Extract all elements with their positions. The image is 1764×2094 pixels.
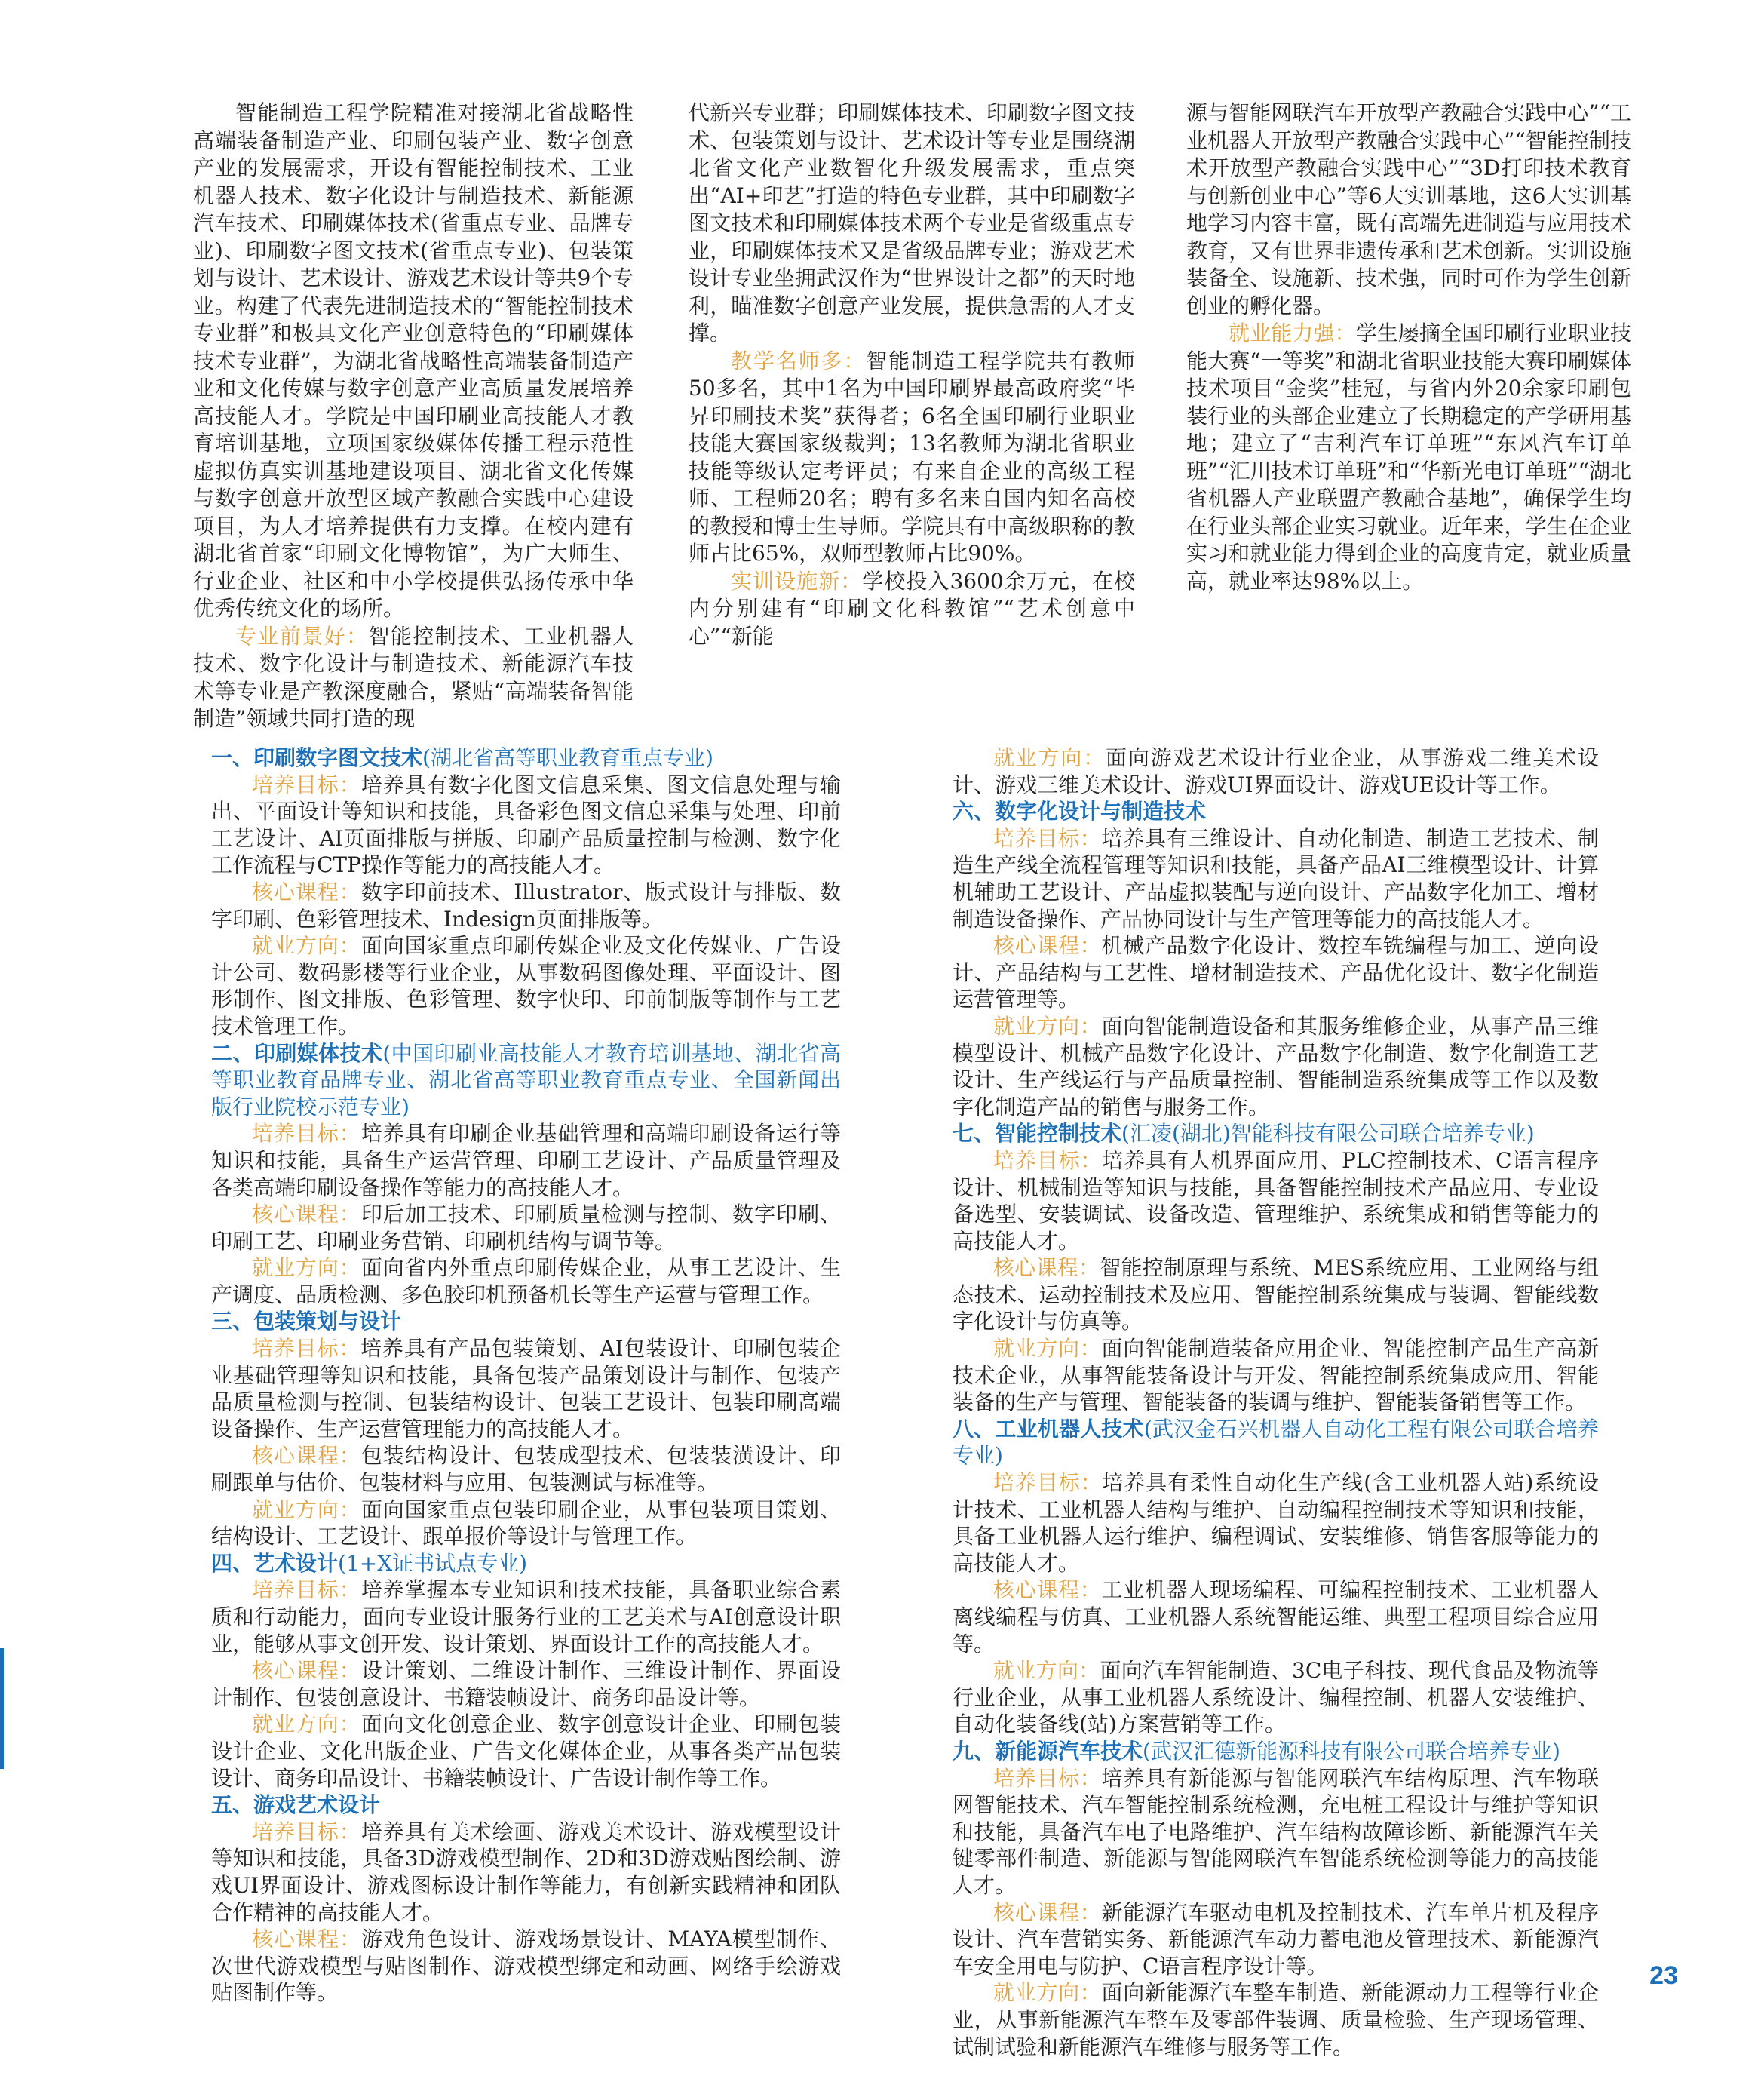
goal-text: 培养具有新能源与智能网联汽车结构原理、汽车物联网智能技术、汽车智能控制系统检测，充电桩工程设计与维护等知识和技能，具备汽车电子电路维护、汽车结构故障诊断、新能源汽车关键零部件制造、新能源与智能网联汽车智能系统检测等能力的高技能人才。 xyxy=(953,1765,1599,1898)
career-text: 面向游戏艺术设计行业企业，从事游戏二维美术设计、游戏三维美术设计、游戏UI界面设计、游戏UE设计等工作。 xyxy=(953,745,1599,797)
career-text: 面向国家重点包装印刷企业，从事包装项目策划、结构设计、工艺设计、跟单报价等设计与管理工作。 xyxy=(211,1497,841,1549)
major-section-continued xyxy=(953,745,1599,798)
page-number: 23 xyxy=(1649,1961,1678,1990)
facilities-text: 学校投入3600余万元，在校内分别建有“印刷文化科教馆”“艺术创意中心”“新能 xyxy=(689,568,1135,649)
intro-paragraph-employment xyxy=(1186,320,1631,595)
major-heading xyxy=(953,1416,1599,1469)
major-courses xyxy=(953,1254,1599,1335)
courses-label: 核心课程： xyxy=(252,1927,362,1952)
goal-label: 培养目标： xyxy=(252,772,361,797)
major-note: (武汉金石兴机器人自动化工程有限公司联合培养专业) xyxy=(953,1416,1599,1469)
major-courses xyxy=(953,1577,1599,1657)
career-label: 就业方向： xyxy=(993,745,1106,770)
major-note: (武汉汇德新能源科技有限公司联合培养专业) xyxy=(1143,1738,1560,1764)
courses-text: 印后加工技术、印刷质量检测与控制、数字印刷、印刷工艺、印刷业务营销、印刷机结构与调节等。 xyxy=(211,1202,841,1254)
major-note: (中国印刷业高技能人才教育培训基地、湖北省高等职业教育品牌专业、湖北省高等职业教育重点专业、全国新闻出版行业院校示范专业) xyxy=(211,1040,841,1119)
major-section xyxy=(211,745,841,1040)
major-note: (1+X证书试点专业) xyxy=(338,1550,528,1576)
teachers-text: 智能制造工程学院共有教师50多名，其中1名为中国印刷界最高政府奖“毕昇印刷技术奖”获得者；6名全国印刷行业职业技能大赛国家级裁判；13名教师为湖北省职业技能等级认定考评员；有来自企业的高级工程师、工程师20名；聘有多名来自国内知名高校的教授和博士生导师。学院具有中高级职称的教师占比65%，双师型教师占比90%。 xyxy=(689,348,1135,566)
career-label: 就业方向： xyxy=(252,1712,361,1737)
major-goal xyxy=(211,1120,841,1201)
goal-text: 培养具有美术绘画、游戏美术设计、游戏模型设计等知识和技能，具备3D游戏模型制作、2D和3D游戏贴图绘制、游戏UI界面设计、游戏图标设计制作等能力，有创新实践精神和团队合作精神的高技能人才。 xyxy=(211,1819,841,1925)
goal-label: 培养目标： xyxy=(993,1470,1103,1496)
intro-column-2 xyxy=(689,100,1135,650)
major-career xyxy=(211,1254,841,1308)
courses-text: 智能控制原理与系统、MES系统应用、工业网络与组态技术、运动控制技术及应用、智能控制系统集成与装调、智能线数字化设计与仿真等。 xyxy=(953,1255,1599,1334)
intro-column-3 xyxy=(1186,100,1631,595)
major-heading xyxy=(211,1308,841,1335)
major-title: 七、智能控制技术 xyxy=(953,1121,1122,1147)
major-section xyxy=(211,1792,841,2006)
career-label: 就业方向： xyxy=(993,1336,1102,1362)
major-note: (湖北省高等职业教育重点专业) xyxy=(422,745,713,770)
courses-label: 核心课程： xyxy=(993,933,1102,959)
major-title: 八、工业机器人技术 xyxy=(953,1416,1144,1442)
major-title: 六、数字化设计与制造技术 xyxy=(953,799,1207,824)
employment-text: 学生屡摘全国印刷行业职业技能大赛“一等奖”和湖北省职业技能大赛印刷媒体技术项目“金奖”桂冠，与省内外20余家印刷包装行业的头部企业建立了长期稳定的产学研用基地；建立了“吉利汽车订单班”“东风汽车订单班”“汇川技术订单班”和“华新光电订单班”“湖北省机器人产业联盟产教融合基地”，确保学生均在行业头部企业实习就业。近年来，学生在企业实习和就业能力得到企业的高度肯定，就业质量高，就业率达98%以上。 xyxy=(1186,321,1631,594)
major-goal xyxy=(211,1577,841,1657)
goal-text: 培养具有产品包装策划、AI包装设计、印刷包装企业基础管理等知识和技能，具备包装产品策划设计与制作、包装产品质量检测与控制、包装结构设计、包装工艺设计、包装印刷高端设备操作、生产运营管理能力的高技能人才。 xyxy=(211,1336,841,1442)
courses-label: 核心课程： xyxy=(252,879,361,904)
intro-column-1 xyxy=(193,100,634,733)
intro-paragraph-prospects xyxy=(193,623,634,733)
major-career xyxy=(211,1711,841,1792)
major-goal xyxy=(953,1147,1599,1254)
major-title: 五、游戏艺术设计 xyxy=(211,1792,381,1818)
major-goal xyxy=(953,825,1599,932)
major-courses xyxy=(211,879,841,932)
major-section xyxy=(953,798,1599,1120)
courses-label: 核心课程： xyxy=(252,1202,361,1227)
intro-paragraph: 智能制造工程学院精准对接湖北省战略性高端装备制造产业、印刷包装产业、数字创意产业的发展需求，开设有智能控制技术、工业机器人技术、数字化设计与制造技术、新能源汽车技术、印刷媒体技术(省重点专业、品牌专业)、印刷数字图文技术(省重点专业)、包装策划与设计、艺术设计、游戏艺术设计等共9个专业。构建了代表先进制造技术的“智能控制技术专业群”和极具文化产业创意特色的“印刷媒体技术专业群”，为湖北省战略性高端装备制造产业和文化传媒与数字创意产业高质量发展培养高技能人才。学院是中国印刷业高技能人才教育培训基地，立项国家级媒体传播工程示范性虚拟仿真实训基地建设项目、湖北省文化传媒与数字创意开放型区域产教融合实践中心建设项目，为人才培养提供有力支撑。在校内建有湖北省首家“印刷文化博物馆”，为广大师生、行业企业、社区和中小学校提供弘扬传承中华优秀传统文化的场所。 xyxy=(193,100,634,621)
goal-label: 培养目标： xyxy=(252,1819,361,1844)
major-goal xyxy=(953,1765,1599,1899)
major-note: (汇凌(湖北)智能科技有限公司联合培养专业) xyxy=(1121,1121,1535,1147)
major-career xyxy=(953,1335,1599,1416)
edge-accent-bar xyxy=(0,1648,4,1769)
career-text: 面向新能源汽车整车制造、新能源动力工程等行业企业，从事新能源汽车整车及零部件装调、质量检验、生产现场管理、试制试验和新能源汽车维修与服务等工作。 xyxy=(953,1980,1599,2059)
major-career xyxy=(211,1497,841,1550)
major-courses xyxy=(211,1442,841,1496)
major-title: 三、包装策划与设计 xyxy=(211,1309,402,1334)
goal-label: 培养目标： xyxy=(993,1765,1102,1791)
career-text: 面向文化创意企业、数字创意设计企业、印刷包装设计企业、文化出版企业、广告文化媒体企业，从事各类产品包装设计、商务印品设计、书籍装帧设计、广告设计制作等工作。 xyxy=(211,1712,841,1791)
courses-text: 数字印前技术、Illustrator、版式设计与排版、数字印刷、色彩管理技术、Indesign页面排版等。 xyxy=(211,879,841,932)
prospects-text: 智能控制技术、工业机器人技术、数字化设计与制造技术、新能源汽车技术等专业是产教深度融合，紧贴“高端装备智能制造”领域共同打造的现 xyxy=(193,623,634,731)
goal-text: 培养具有人机界面应用、PLC控制技术、C语言程序设计、机械制造等知识与技能，具备智能控制技术产品应用、专业设备选型、安装调试、设备改造、管理维护、系统集成和销售等能力的高技能人才。 xyxy=(953,1147,1599,1254)
courses-label: 核心课程： xyxy=(993,1255,1100,1281)
major-heading xyxy=(211,745,841,772)
goal-label: 培养目标： xyxy=(993,1147,1103,1173)
major-section xyxy=(953,1738,1599,2060)
career-label: 就业方向： xyxy=(252,1255,361,1281)
majors-column-left xyxy=(211,745,841,2006)
career-text: 面向智能制造装备应用企业、智能控制产品生产高新技术企业，从事智能装备设计与开发、智能控制系统集成应用、智能装备的生产与管理、智能装备的装调与维护、智能装备销售等工作。 xyxy=(953,1336,1599,1415)
career-label: 就业方向： xyxy=(993,1658,1100,1684)
major-goal xyxy=(953,1469,1599,1577)
courses-label: 核心课程： xyxy=(993,1577,1102,1603)
major-section xyxy=(211,1550,841,1792)
goal-text: 培养具有柔性自动化生产线(含工业机器人站)系统设计技术、工业机器人结构与维护、自动编程控制技术等知识和技能，具备工业机器人运行维护、编程调试、安装维修、销售客服等能力的高技能人才。 xyxy=(953,1470,1599,1576)
goal-label: 培养目标： xyxy=(993,825,1102,851)
major-title: 二、印刷媒体技术 xyxy=(211,1040,383,1066)
major-goal xyxy=(211,1335,841,1442)
major-heading xyxy=(953,1738,1599,1765)
major-goal xyxy=(211,772,841,879)
courses-text: 机械产品数字化设计、数控车铣编程与加工、逆向设计、产品结构与工艺性、增材制造技术、产品优化设计、数字化制造运营管理等。 xyxy=(953,933,1599,1012)
courses-label: 核心课程： xyxy=(993,1899,1102,1925)
majors-column-right xyxy=(953,745,1599,2060)
career-text: 面向汽车智能制造、3C电子科技、现代食品及物流等行业企业，从事工业机器人系统设计、编程控制、机器人安装维护、自动化装备线(站)方案营销等工作。 xyxy=(953,1658,1599,1737)
prospects-label: 专业前景好： xyxy=(235,623,369,649)
facilities-label: 实训设施新： xyxy=(731,568,863,594)
major-courses xyxy=(211,1657,841,1711)
major-section xyxy=(211,1308,841,1549)
employment-label: 就业能力强： xyxy=(1229,321,1356,345)
goal-label: 培养目标： xyxy=(252,1577,361,1603)
goal-text: 培养具有印刷企业基础管理和高端印刷设备运行等知识和技能，具备生产运营管理、印刷工艺设计、产品质量管理及各类高端印刷设备操作等能力的高技能人才。 xyxy=(211,1121,841,1200)
major-career xyxy=(953,1979,1599,2060)
courses-text: 新能源汽车驱动电机及控制技术、汽车单片机及程序设计、汽车营销实务、新能源汽车动力蓄电池及管理技术、新能源汽车安全用电与防护、C语言程序设计等。 xyxy=(953,1899,1599,1979)
goal-label: 培养目标： xyxy=(252,1121,361,1147)
courses-text: 工业机器人现场编程、可编程控制技术、工业机器人离线编程与仿真、工业机器人系统智能运维、典型工程项目综合应用等。 xyxy=(953,1577,1599,1656)
courses-text: 包装结构设计、包装成型技术、包装装潢设计、印刷跟单与估价、包装材料与应用、包装测试与标准等。 xyxy=(211,1443,841,1496)
goal-text: 培养具有数字化图文信息采集、图文信息处理与输出、平面设计等知识和技能，具备彩色图文信息采集与处理、印前工艺设计、AI页面排版与拼版、印刷产品质量控制与检测、数字化工作流程与CTP操作等能力的高技能人才。 xyxy=(211,772,841,878)
major-section xyxy=(953,1416,1599,1738)
major-courses xyxy=(953,1899,1599,1980)
major-career xyxy=(211,932,841,1039)
goal-text: 培养掌握本专业知识和技术技能，具备职业综合素质和行动能力，面向专业设计服务行业的工艺美术与AI创意设计职业，能够从事文创开发、设计策划、界面设计工作的高技能人才。 xyxy=(211,1577,841,1656)
major-section xyxy=(953,1120,1599,1416)
major-heading xyxy=(953,1120,1599,1147)
major-section xyxy=(211,1040,841,1309)
career-label: 就业方向： xyxy=(252,933,361,959)
major-title: 九、新能源汽车技术 xyxy=(953,1738,1143,1764)
intro-paragraph-facilities xyxy=(689,568,1135,651)
major-title: 四、艺术设计 xyxy=(211,1550,339,1576)
major-heading xyxy=(953,798,1599,825)
teachers-label: 教学名师多： xyxy=(731,348,867,373)
major-courses xyxy=(211,1201,841,1254)
goal-label: 培养目标： xyxy=(252,1336,361,1362)
major-heading xyxy=(211,1040,841,1121)
career-label: 就业方向： xyxy=(993,1980,1102,2006)
major-career xyxy=(953,1013,1599,1120)
major-courses xyxy=(953,932,1599,1013)
career-label: 就业方向： xyxy=(993,1013,1102,1039)
major-career xyxy=(953,1657,1599,1738)
major-heading xyxy=(211,1550,841,1577)
career-text: 面向智能制造设备和其服务维修企业，从事产品三维模型设计、机械产品数字化设计、产品数字化制造、数字化制造工艺设计、生产线运行与产品质量控制、智能制造系统集成等工作以及数字化制造产品的销售与服务工作。 xyxy=(953,1013,1599,1119)
major-heading xyxy=(211,1792,841,1819)
major-goal xyxy=(211,1819,841,1926)
major-career xyxy=(953,745,1599,798)
major-courses xyxy=(211,1926,841,2006)
goal-text: 培养具有三维设计、自动化制造、制造工艺技术、制造生产线全流程管理等知识和技能，具备产品AI三维模型设计、计算机辅助工艺设计、产品虚拟装配与逆向设计、产品数字化加工、增材制造设备操作、产品协同设计与生产管理等能力的高技能人才。 xyxy=(953,825,1599,932)
major-title: 一、印刷数字图文技术 xyxy=(211,745,423,770)
intro-paragraph-continued: 代新兴专业群；印刷媒体技术、印刷数字图文技术、包装策划与设计、艺术设计等专业是围绕湖北省文化产业数智化升级发展需求，重点突出“AI+印艺”打造的特色专业群，其中印刷数字图文技术和印刷媒体技术两个专业是省级重点专业，印刷媒体技术又是省级品牌专业；游戏艺术设计专业坐拥武汉作为“世界设计之都”的天时地利，瞄准数字创意产业发展，提供急需的人才支撑。 xyxy=(689,100,1135,345)
facilities-text-continued: 源与智能网联汽车开放型产教融合实践中心”“工业机器人开放型产教融合实践中心”“智能控制技术开放型产教融合实践中心”“3D打印技术教育与创新创业中心”等6大实训基地，这6大实训基地学习内容丰富，既有高端先进制造与应用技术教育，又有世界非遗传承和艺术创新。实训设施装备全、设施新、技术强，同时可作为学生创新创业的孵化器。 xyxy=(1186,100,1631,318)
courses-text: 设计策划、二维设计制作、三维设计制作、界面设计制作、包装创意设计、书籍装帧设计、商务印品设计等。 xyxy=(211,1658,841,1710)
career-text: 面向省内外重点印刷传媒企业，从事工艺设计、生产调度、品质检测、多色胶印机预备机长等生产运营与管理工作。 xyxy=(211,1255,841,1307)
career-text: 面向国家重点印刷传媒企业及文化传媒业、广告设计公司、数码影楼等行业企业，从事数码图像处理、平面设计、图形制作、图文排版、色彩管理、数字快印、印前制版等制作与工艺技术管理工作。 xyxy=(211,933,841,1039)
courses-text: 游戏角色设计、游戏场景设计、MAYA模型制作、次世代游戏模型与贴图制作、游戏模型绑定和动画、网络手绘游戏贴图制作等。 xyxy=(211,1927,841,2006)
intro-paragraph-teachers xyxy=(689,348,1135,568)
courses-label: 核心课程： xyxy=(252,1443,361,1469)
courses-label: 核心课程： xyxy=(252,1658,361,1684)
career-label: 就业方向： xyxy=(252,1497,361,1522)
